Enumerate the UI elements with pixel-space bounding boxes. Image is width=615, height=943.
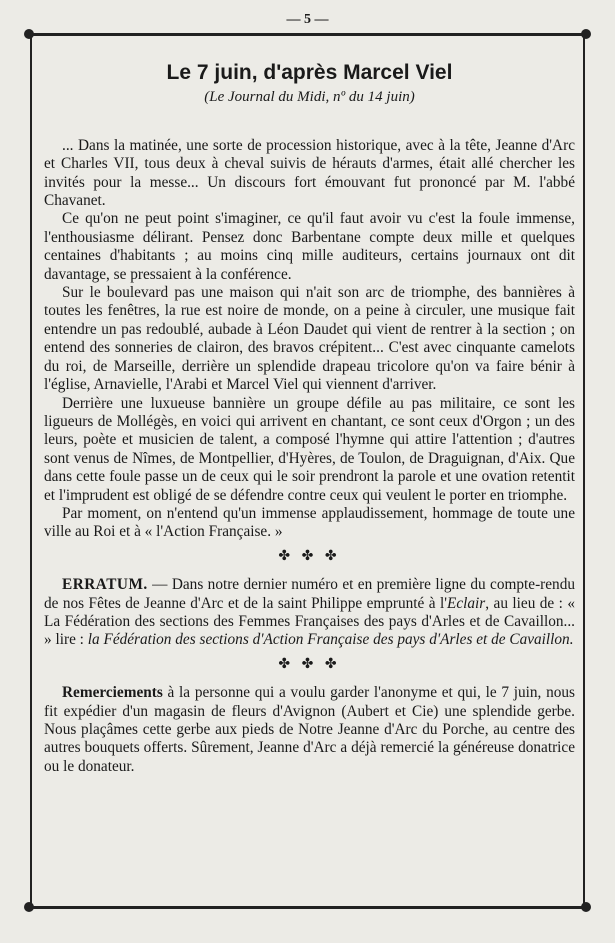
thanks-heading: Remerciements — [62, 684, 163, 702]
page-number: — 5 — — [286, 12, 329, 27]
paragraph: Derrière une luxueuse bannière un groupe défile au pas militaire, ce sont les ligueurs de Mollégès, en voici qui arrivent en chantant, ce sont ceux d'Orgon ; un des leurs, poète et musicien de talent, a composé l'hymne qui attire l'attention ; d'autres sont venus de Nîmes, de Montpellier, d'Hyères, de Toulon, de Draguignan, d'Aix. Que dans cette foule passe un de ceux qui le soir prendront la parole et une ovation retentit et l'imprudent est obligé de se défendre contre ceux qui veulent le porter en triomphe. — [44, 394, 575, 504]
paragraph: Par moment, on n'entend qu'un immense applaudissement, hommage de toute une ville au Roi et à « l'Action Française. » — [44, 504, 575, 541]
ornament-divider-icon: ✤ ✤ ✤ — [278, 548, 341, 564]
erratum-text: — Dans notre dernier numéro et en première ligne du compte-rendu de nos Fêtes de Jeanne d'Arc et de la saint Philippe emprunté à l' — [44, 576, 575, 612]
paragraph: Sur le boulevard pas une maison qui n'ait son arc de triomphe, des bannières à toutes les fenêtres, la rue est noire de monde, on a peine à circuler, une musique fait entendre un pas redoublé, aubade à Léon Daudet qui vient de rentrer à la section ; on entend des sonneries de clairon, des bravos crépitent... C'est avec cinquante camelots du roi, de Marseille, derrière un splendide drapeau tricolore qu'on va faire bénir à l'église, Arnavielle, l'Arabi et Marcel Viel qui viennent d'arriver. — [44, 284, 575, 394]
article-body — [44, 61, 575, 776]
erratum-correction: la Fédération des sections d'Action Française des pays d'Arles et de Cavaillon. — [87, 631, 574, 649]
erratum-heading: ERRATUM. — [62, 576, 148, 594]
thanks-paragraph — [44, 684, 575, 776]
erratum-paragraph — [44, 576, 575, 650]
erratum-text: , au lieu de : « La Fédération des sections des Femmes Françaises des pays d'Arles et de Cavaillon... » lire : — [44, 594, 575, 649]
paragraph: Ce qu'on ne peut point s'imaginer, ce qu'il faut avoir vu c'est la foule immense, l'enthousiasme délirant. Pensez donc Barbentane compte deux mille et quelques centaines d'habitants ; au moins cinq mille auditeurs, certains journaux ont dit davantage, se pressaient à la conférence. — [44, 210, 575, 283]
paragraph: ... Dans la matinée, une sorte de procession historique, avec à la tête, Jeanne d'Arc et Charles VII, tous deux à cheval suivis de hérauts d'armes, était allé chercher les invités pour la messe... Un discours fort émouvant fut prononcé par M. l'abbé Chavanet. — [44, 136, 575, 210]
article-source: (Le Journal du Midi, nº du 14 juin) — [204, 89, 415, 106]
ornament-divider-icon: ✤ ✤ ✤ — [278, 656, 341, 672]
thanks-text: à la personne qui a voulu garder l'anonyme et qui, le 7 juin, nous fit expédier d'un magasin de fleurs d'Avignon (Aubert et Cie) une splendide gerbe. Nous plaçâmes cette gerbe aux pieds de Notre Jeanne d'Arc du Porche, au centre des autres bouquets offerts. Sûrement, Jeanne d'Arc a déjà remercié la généreuse donatrice ou le donateur. — [44, 684, 575, 775]
article-title: Le 7 juin, d'après Marcel Viel — [166, 61, 453, 84]
erratum-source: Eclair — [447, 594, 486, 612]
